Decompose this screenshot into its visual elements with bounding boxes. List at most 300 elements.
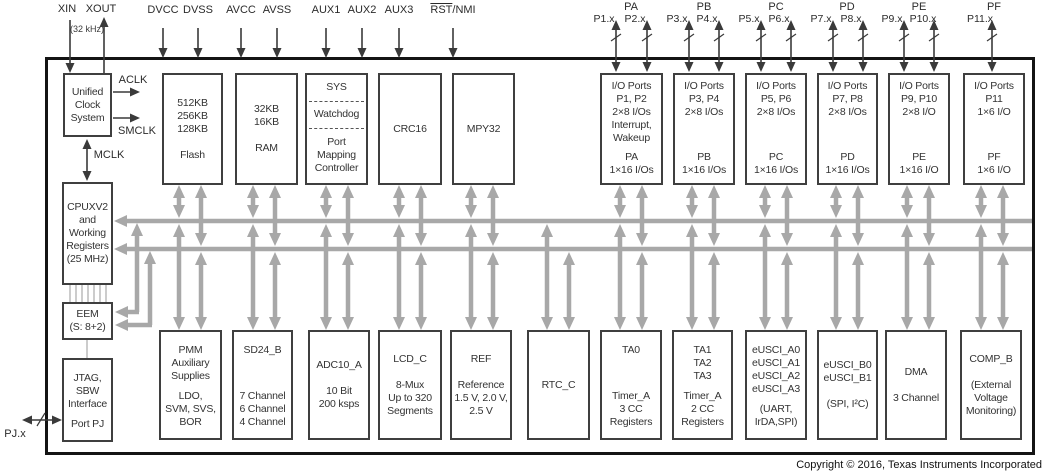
- block-text: [825, 151, 869, 177]
- bus-column-arrow: [830, 185, 842, 198]
- block-text-line: Watchdog: [313, 108, 360, 120]
- block-text-line: TA0: [622, 344, 640, 356]
- pin-label-p2x: P2.x: [624, 13, 646, 25]
- block-text-line: COMP_B: [969, 352, 1013, 365]
- block-text-line: SBW: [75, 385, 100, 397]
- bus-column-arrow: [247, 317, 259, 330]
- block-text-line: Flash: [180, 148, 205, 161]
- bus-column-arrow: [393, 317, 405, 330]
- block-flash: [162, 73, 223, 185]
- block-text-line: P11: [985, 93, 1003, 105]
- block-text-line: P7, P8: [832, 93, 863, 105]
- block-text: [454, 379, 507, 418]
- bus-column-arrow: [563, 317, 575, 330]
- bus-column-arrow: [269, 185, 281, 198]
- block-text: [71, 86, 105, 125]
- bus-column-arrow: [393, 224, 405, 237]
- block-text-line: Interrupt,: [611, 119, 652, 131]
- supply-pin-arrow: [159, 48, 168, 58]
- eem-bus-tap: [115, 319, 128, 331]
- supply-pin-arrow: [237, 48, 246, 58]
- block-text: [752, 344, 800, 396]
- block-text: [969, 353, 1012, 366]
- block-text: [254, 103, 279, 129]
- block-text-line: (S: 8+2): [69, 321, 106, 333]
- pin-label-aux2: AUX2: [347, 4, 377, 16]
- bus-column-arrow: [759, 317, 771, 330]
- bus-column-arrow: [997, 185, 1009, 198]
- block-text: [393, 353, 426, 366]
- block-io-ports-pd: [817, 73, 878, 185]
- signal-label-smclk: SMCLK: [118, 125, 156, 137]
- block-adc10a: [308, 330, 370, 440]
- crystal-frequency-label: (32 kHz): [69, 24, 105, 34]
- block-text: [893, 392, 939, 405]
- smclk-arrow: [130, 114, 140, 123]
- block-text: [165, 390, 216, 429]
- block-text: [180, 149, 205, 162]
- block-text-line: System: [70, 111, 105, 124]
- bus-arrowhead-cpu: [114, 215, 127, 227]
- bus-column-arrow: [320, 317, 332, 330]
- bus-column-arrow: [269, 317, 281, 330]
- block-text-line: CRC16: [393, 122, 427, 135]
- block-io-ports-pe: [888, 73, 950, 185]
- block-text: [684, 80, 724, 119]
- block-text-line: eUSCI_A1: [751, 357, 800, 369]
- block-text: [755, 403, 798, 429]
- port-pin-arrow: [612, 62, 621, 72]
- block-text-line: PD: [840, 151, 855, 163]
- bus-column-arrow: [975, 317, 987, 330]
- block-text: [171, 344, 210, 383]
- pin-arrow-xin: [66, 63, 75, 73]
- bus-column-arrow: [781, 233, 793, 246]
- bus-column-arrow: [975, 205, 987, 218]
- bus-column-arrow: [997, 233, 1009, 246]
- block-text: [239, 390, 285, 429]
- pin-label-p3x: P3.x: [666, 13, 688, 25]
- bus-column-arrow: [320, 205, 332, 218]
- mclk-arrow: [83, 171, 92, 181]
- bus-column-arrow: [247, 185, 259, 198]
- block-text: [471, 353, 491, 366]
- block-rtcc: [527, 330, 590, 440]
- bus-column-arrow: [852, 185, 864, 198]
- block-text-line: LDO,: [178, 390, 203, 402]
- block-text-line: 3 Channel: [892, 391, 940, 404]
- bus-column-arrow: [195, 317, 207, 330]
- block-text-line: PMM: [178, 344, 203, 356]
- port-pin-arrow: [715, 62, 724, 72]
- bus-column-arrow: [342, 233, 354, 246]
- block-text-line: 2×8 I/Os: [684, 106, 724, 118]
- bus-arrowhead-cpu: [114, 243, 127, 255]
- bus-column-arrow: [852, 252, 864, 265]
- block-text-line: 1×16 I/O: [899, 164, 939, 176]
- block-mpy32: [452, 73, 515, 185]
- block-sys-watchdog-portmap: [305, 73, 368, 185]
- block-text-line: 2×8 I/Os: [756, 106, 796, 118]
- signal-label-aclk: ACLK: [118, 74, 148, 86]
- block-text: [319, 385, 359, 411]
- block-text-line: PC: [768, 151, 784, 163]
- block-text: [899, 80, 939, 119]
- bus-column-arrow: [923, 233, 935, 246]
- block-text-line: (25 MHz): [66, 253, 109, 265]
- block-text-line: 4 Channel: [239, 416, 286, 428]
- block-text-line: 2×8 I/O: [902, 106, 936, 118]
- pin-label-avcc: AVCC: [226, 4, 256, 16]
- bus-column-arrow: [195, 185, 207, 198]
- block-text-line: eUSCI_A0: [751, 344, 800, 356]
- block-text-line: RAM: [255, 142, 278, 154]
- block-text-line: eUSCI_B1: [823, 372, 872, 384]
- bus-column-arrow: [393, 185, 405, 198]
- port-pin-arrow: [900, 62, 909, 72]
- port-pin-arrow: [757, 62, 766, 72]
- pin-label-p5x: P5.x: [738, 13, 760, 25]
- bus-column-arrow: [708, 233, 720, 246]
- bus-column-arrow: [636, 252, 648, 265]
- port-pin-arrow: [930, 62, 939, 72]
- block-text: [244, 344, 282, 357]
- block-text-line: Port PJ: [70, 418, 105, 430]
- block-text: [754, 151, 798, 177]
- bus-column-arrow: [636, 233, 648, 246]
- port-mapping-section: [309, 129, 363, 183]
- bus-column-arrow: [975, 224, 987, 237]
- block-ram: [235, 73, 298, 185]
- block-text-line: Reference: [457, 378, 505, 391]
- block-text-line: PF: [987, 151, 1001, 163]
- block-text: [71, 418, 104, 431]
- watchdog-section: [309, 102, 363, 129]
- bus-column-arrow: [465, 205, 477, 218]
- bus-column-arrow: [269, 252, 281, 265]
- block-text-line: 2.5 V: [469, 404, 493, 417]
- block-text: [974, 80, 1014, 119]
- block-text-line: 10 Bit: [326, 385, 352, 397]
- bus-column-arrow: [393, 205, 405, 218]
- bus-column-arrow: [415, 185, 427, 198]
- bus-column-arrow: [465, 185, 477, 198]
- block-sd24b: [232, 330, 293, 440]
- block-text-line: 1.5 V, 2.0 V,: [454, 391, 508, 404]
- bus-column-arrow: [708, 317, 720, 330]
- port-group-label-pc: PC: [768, 1, 784, 13]
- block-text-line: 200 ksps: [318, 398, 360, 410]
- bus-column-arrow: [320, 185, 332, 198]
- bus-column-arrow: [465, 317, 477, 330]
- block-text: [542, 379, 576, 392]
- signal-label-mclk: MCLK: [93, 149, 125, 161]
- pin-label-aux3: AUX3: [384, 4, 414, 16]
- block-text: [900, 151, 939, 177]
- bus-column-arrow: [708, 185, 720, 198]
- port-group-label-pf: PF: [986, 1, 1002, 13]
- pin-label-p6x: P6.x: [768, 13, 790, 25]
- block-io-ports-pa: [600, 73, 663, 185]
- block-text: [977, 151, 1010, 177]
- bus-column-arrow: [415, 317, 427, 330]
- block-eusci-a: [745, 330, 807, 440]
- block-pmm: [159, 330, 222, 440]
- supply-pin-arrow: [194, 48, 203, 58]
- block-text-line: ADC10_A: [316, 359, 362, 371]
- port-pin-arrow: [829, 62, 838, 72]
- block-text-line: I/O Ports: [827, 80, 868, 92]
- bus-column-arrow: [247, 224, 259, 237]
- block-text-line: Clock: [74, 98, 101, 111]
- supply-pin-arrow: [395, 48, 404, 58]
- bus-column-arrow: [173, 205, 185, 218]
- port-group-label-pa: PA: [624, 1, 638, 13]
- block-text-line: Segments: [387, 404, 433, 417]
- block-text: [255, 142, 278, 155]
- rst-overlined: $\overline{RST}$: [430, 4, 453, 16]
- bus-column-arrow: [901, 317, 913, 330]
- sys-section: [309, 75, 363, 102]
- block-ta1-ta2-ta3: [672, 330, 733, 440]
- block-text: [681, 390, 724, 429]
- nmi-part: /NMI: [452, 4, 476, 16]
- block-text-line: 2×8 I/Os: [612, 106, 651, 118]
- block-cpu: [62, 182, 113, 285]
- block-text-line: 512KB: [177, 96, 208, 109]
- bus-column-arrow: [686, 185, 698, 198]
- block-text-line: I/O Ports: [974, 80, 1014, 92]
- bus-column-arrow: [342, 317, 354, 330]
- block-ref: [450, 330, 512, 440]
- block-text: [467, 123, 500, 136]
- pin-label-p1x: P1.x: [593, 13, 615, 25]
- pin-label-p10x: P10.x: [909, 13, 937, 25]
- port-pin-arrow: [685, 62, 694, 72]
- bus-column-arrow: [901, 185, 913, 198]
- pin-label-dvcc: DVCC: [147, 4, 179, 16]
- block-text-line: eUSCI_A3: [751, 383, 800, 395]
- block-text-line: TA2: [693, 357, 712, 369]
- block-text-line: Port: [327, 136, 346, 148]
- block-io-ports-pf: [963, 73, 1025, 185]
- block-text-line: (UART,: [759, 403, 793, 415]
- block-text-line: Wakeup: [613, 132, 650, 144]
- bus-column-arrow: [342, 185, 354, 198]
- block-jtag-sbw: [62, 358, 113, 442]
- block-text: [66, 201, 109, 266]
- block-text: [393, 123, 426, 136]
- bus-column-arrow: [997, 252, 1009, 265]
- block-io-ports-pb: [673, 73, 735, 185]
- block-text-line: Unified: [71, 85, 104, 98]
- bus-column-arrow: [563, 252, 575, 265]
- block-text: [68, 372, 107, 411]
- block-text-line: (External: [970, 378, 1012, 391]
- port-pin-arrow: [859, 62, 868, 72]
- pin-label-p9x: P9.x: [881, 13, 903, 25]
- port-pin-arrow: [643, 62, 652, 72]
- bus-column-arrow: [247, 205, 259, 218]
- block-text: [682, 151, 726, 177]
- pin-label-p4x: P4.x: [696, 13, 718, 25]
- block-text-line: P3, P4: [688, 93, 720, 105]
- block-text-line: P9, P10: [901, 93, 937, 105]
- block-text-line: 7 Channel: [239, 390, 286, 402]
- block-text: [827, 398, 869, 411]
- block-text: [611, 80, 651, 145]
- bus-column-arrow: [781, 185, 793, 198]
- block-io-ports-pc: [745, 73, 807, 185]
- bus-column-arrow: [781, 317, 793, 330]
- block-text: [694, 344, 712, 383]
- block-text: [823, 359, 871, 385]
- pin-label-p8x: P8.x: [840, 13, 862, 25]
- block-text-line: I/O Ports: [611, 80, 652, 92]
- block-text: [177, 97, 208, 136]
- block-text-line: 8-Mux: [395, 378, 425, 391]
- bus-column-arrow: [195, 233, 207, 246]
- block-text-line: TA1: [693, 344, 712, 356]
- mclk-arrow: [83, 139, 92, 149]
- block-text-line: and: [79, 214, 96, 226]
- block-text-line: PA: [625, 151, 638, 163]
- bus-column-arrow: [614, 185, 626, 198]
- block-text-line: TA3: [693, 370, 712, 382]
- block-text-line: P5, P6: [760, 93, 792, 105]
- block-text-line: MPY32: [466, 122, 501, 135]
- bus-column-arrow: [173, 185, 185, 198]
- block-text: [828, 80, 868, 119]
- aclk-arrow: [130, 88, 140, 97]
- block-text-line: Registers: [681, 416, 724, 428]
- block-text-line: IrDA,SPI): [754, 416, 798, 428]
- pin-label-xin: XIN: [57, 3, 77, 15]
- block-text-line: P1, P2: [616, 93, 647, 105]
- block-text-line: Supplies: [171, 370, 210, 382]
- bus-column-arrow: [759, 224, 771, 237]
- block-text-line: 256KB: [177, 109, 208, 122]
- bus-column-arrow: [487, 185, 499, 198]
- bus-column-arrow: [320, 224, 332, 237]
- supply-pin-arrow: [358, 48, 367, 58]
- block-ta0: [600, 330, 662, 440]
- bus-column-arrow: [465, 224, 477, 237]
- block-text-line: eUSCI_B0: [823, 359, 872, 371]
- block-text-line: 1×6 I/O: [977, 164, 1011, 176]
- block-text-line: Registers: [66, 240, 109, 252]
- pin-label-avss: AVSS: [262, 4, 292, 16]
- bus-column-arrow: [708, 252, 720, 265]
- bus-column-arrow: [901, 205, 913, 218]
- bus-column-arrow: [342, 252, 354, 265]
- bus-column-arrow: [415, 252, 427, 265]
- bus-column-arrow: [269, 233, 281, 246]
- block-text-line: JTAG,: [73, 372, 102, 384]
- block-lcdc: [378, 330, 442, 440]
- block-text-line: Timer_A: [683, 390, 722, 402]
- eem-bus-tap: [115, 306, 128, 318]
- bus-column-arrow: [195, 252, 207, 265]
- bus-column-arrow: [686, 224, 698, 237]
- block-text-line: 1×16 I/Os: [825, 164, 870, 176]
- block-text-line: Voltage: [974, 391, 1008, 404]
- supply-pin-arrow: [449, 48, 458, 58]
- block-text-line: PE: [912, 151, 926, 163]
- bus-column-arrow: [487, 317, 499, 330]
- block-dma: [885, 330, 947, 440]
- block-text: [622, 344, 640, 357]
- block-text-line: Interface: [67, 398, 108, 410]
- block-text-line: DMA: [904, 365, 928, 378]
- port-group-label-pb: PB: [696, 1, 712, 13]
- block-text-line: SVM, SVS,: [165, 403, 216, 415]
- block-text-line: I/O Ports: [684, 80, 724, 92]
- block-text-line: I/O Ports: [899, 80, 939, 92]
- bus-column-arrow: [852, 317, 864, 330]
- bus-column-arrow: [686, 205, 698, 218]
- block-unified-clock-system: [63, 73, 112, 137]
- port-group-label-pd: PD: [839, 1, 855, 13]
- bus-column-arrow: [541, 317, 553, 330]
- bus-column-arrow: [636, 317, 648, 330]
- pin-label-xout: XOUT: [85, 3, 117, 15]
- bus-column-arrow: [759, 185, 771, 198]
- block-text-line: 1×6 I/O: [977, 106, 1011, 118]
- supply-pin-arrow: [322, 48, 331, 58]
- port-group-label-pe: PE: [911, 1, 927, 13]
- block-crc16: [378, 73, 442, 185]
- block-text-line: Mapping: [317, 149, 356, 161]
- bus-column-arrow: [852, 233, 864, 246]
- block-text-line: 3 CC: [619, 403, 643, 415]
- block-text: [69, 308, 105, 334]
- bus-column-arrow: [173, 317, 185, 330]
- block-eem: [62, 302, 113, 340]
- block-text-line: Controller: [314, 162, 359, 174]
- block-text-line: 6 Channel: [239, 403, 286, 415]
- block-text-line: 32KB: [254, 103, 279, 115]
- bus-column-arrow: [901, 224, 913, 237]
- block-text: [610, 390, 653, 429]
- block-text-line: PB: [697, 151, 711, 163]
- bus-column-arrow: [759, 205, 771, 218]
- pin-label-pjx: PJ.x: [4, 428, 26, 440]
- bus-column-arrow: [541, 224, 553, 237]
- block-text-line: Auxiliary: [171, 357, 210, 369]
- bus-column-arrow: [830, 205, 842, 218]
- bus-column-arrow: [781, 252, 793, 265]
- block-text: [966, 379, 1016, 418]
- block-text: [316, 359, 361, 372]
- block-text-line: 2×8 I/Os: [828, 106, 867, 118]
- copyright-notice: Copyright © 2016, Texas Instruments Incorporated: [796, 459, 1042, 471]
- block-text-line: 1×16 I/Os: [609, 164, 654, 176]
- pin-label-p11x: P11.x: [966, 13, 994, 25]
- block-text-line: 2 CC: [690, 403, 715, 415]
- block-text-line: CPUXV2: [67, 201, 108, 213]
- bus-column-arrow: [487, 252, 499, 265]
- block-text: [756, 80, 796, 119]
- pin-label-rst-nmi: [430, 4, 475, 16]
- block-text-line: RTC_C: [541, 378, 576, 391]
- bus-column-arrow: [686, 317, 698, 330]
- bus-column-arrow: [614, 224, 626, 237]
- supply-pin-arrow: [273, 48, 282, 58]
- port-pin-arrow: [787, 62, 796, 72]
- block-text-line: 128KB: [177, 122, 208, 135]
- block-text: [609, 151, 653, 177]
